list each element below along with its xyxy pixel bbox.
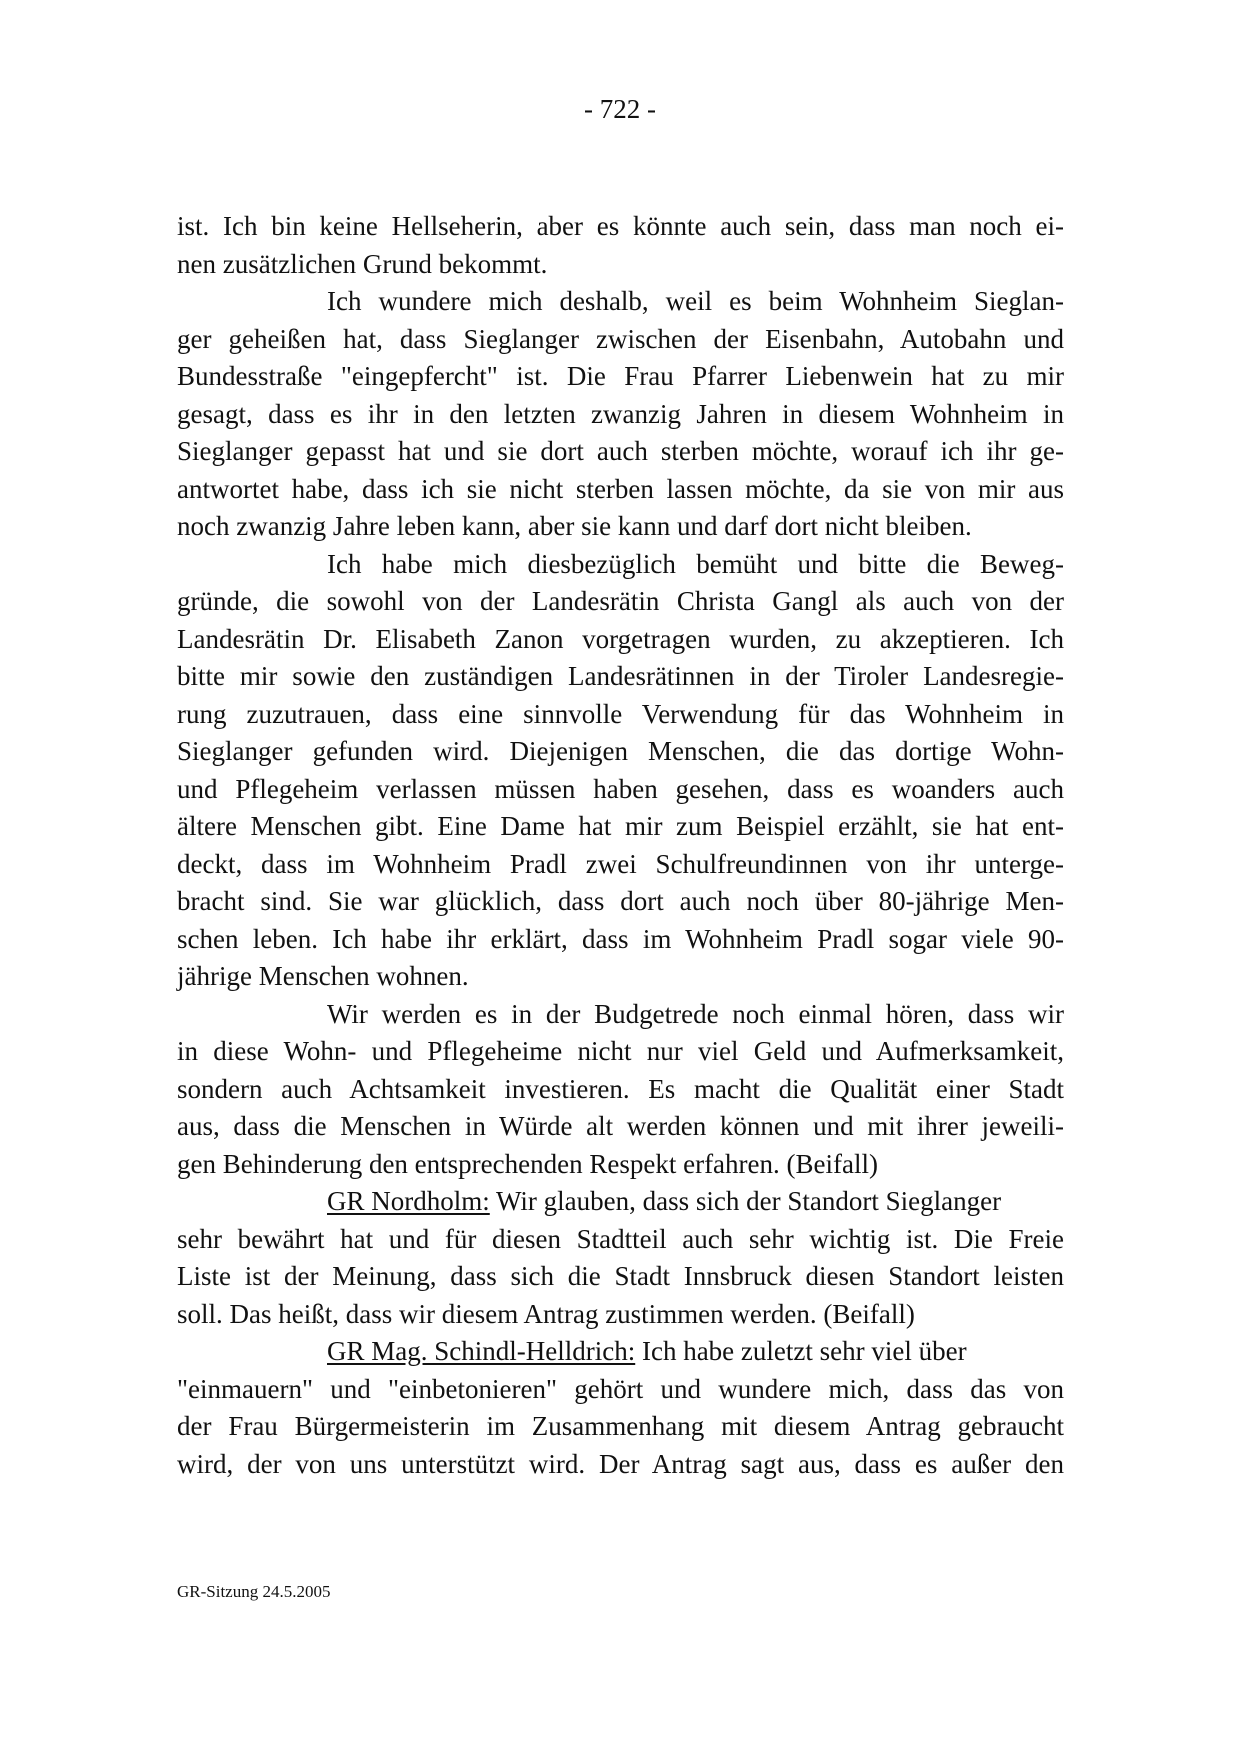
speaker-text: Ich habe zuletzt sehr viel über	[635, 1336, 967, 1366]
text-line: soll. Das heißt, dass wir diesem Antrag zustimmen werden. (Beifall)	[177, 1298, 915, 1329]
paragraph-start-line: Wir werden es in der Budgetrede noch einmal hören, dass wir	[327, 998, 1064, 1029]
text-line: noch zwanzig Jahre leben kann, aber sie kann und darf dort nicht bleiben.	[177, 511, 972, 541]
text-line: Liste ist der Meinung, dass sich die Stadt Innsbruck diesen Standort leisten	[177, 1261, 1064, 1291]
text-line: aus, dass die Menschen in Würde alt werden können und mit ihrer jeweili-	[177, 1111, 1064, 1141]
paragraph-start-line: Ich habe mich diesbezüglich bemüht und bitte die Beweg-	[327, 548, 1064, 579]
page-number: - 722 -	[584, 94, 656, 124]
text-line: der Frau Bürgermeisterin im Zusammenhang mit diesem Antrag gebraucht	[177, 1411, 1064, 1441]
text-line: schen leben. Ich habe ihr erklärt, dass im Wohnheim Pradl sogar viele 90-	[177, 923, 1064, 954]
speaker-line-nordholm	[177, 1183, 1064, 1221]
speaker-line-schindl-helldrich	[177, 1333, 1064, 1371]
text-line: nen zusätzlichen Grund bekommt.	[177, 248, 548, 279]
text-line: Sieglanger gefunden wird. Diejenigen Menschen, die das dortige Wohn-	[177, 736, 1064, 766]
paragraph-start-line: Ich wundere mich deshalb, weil es beim Wohnheim Sieglan-	[327, 286, 1064, 316]
text-line: jährige Menschen wohnen.	[177, 961, 469, 991]
text-line: antwortet habe, dass ich sie nicht sterben lassen möchte, da sie von mir aus	[177, 473, 1064, 504]
text-line: Bundesstraße "eingepfercht" ist. Die Frau Pfarrer Liebenwein hat zu mir	[177, 361, 1064, 391]
text-line: ist. Ich bin keine Hellseherin, aber es könnte auch sein, dass man noch ei-	[177, 211, 1064, 241]
text-line: in diese Wohn- und Pflegeheime nicht nur viel Geld und Aufmerksamkeit,	[177, 1036, 1064, 1066]
text-line: und Pflegeheim verlassen müssen haben gesehen, dass es woanders auch	[177, 773, 1064, 804]
text-line: gen Behinderung den entsprechenden Respekt erfahren. (Beifall)	[177, 1148, 878, 1179]
text-line: deckt, dass im Wohnheim Pradl zwei Schulfreundinnen von ihr unterge-	[177, 848, 1064, 879]
speaker-name-nordholm: GR Nordholm:	[327, 1186, 490, 1216]
text-line: ger geheißen hat, dass Sieglanger zwischen der Eisenbahn, Autobahn und	[177, 323, 1064, 354]
text-line: Sieglanger gepasst hat und sie dort auch sterben möchte, worauf ich ihr ge-	[177, 436, 1064, 466]
text-line: rung zuzutrauen, dass eine sinnvolle Verwendung für das Wohnheim in	[177, 698, 1064, 729]
text-line: gesagt, dass es ihr in den letzten zwanzig Jahren in diesem Wohnheim in	[177, 398, 1064, 429]
body-text	[177, 208, 1064, 1483]
speaker-text: Wir glauben, dass sich der Standort Sieglanger	[489, 1186, 1002, 1216]
text-line: Landesrätin Dr. Elisabeth Zanon vorgetragen wurden, zu akzeptieren. Ich	[177, 623, 1064, 654]
speaker-name-schindl-helldrich: GR Mag. Schindl-Helldrich:	[327, 1336, 636, 1366]
text-line: bitte mir sowie den zuständigen Landesrätinnen in der Tiroler Landesregie-	[177, 661, 1064, 691]
text-line: "einmauern" und "einbetonieren" gehört und wundere mich, dass das von	[177, 1373, 1064, 1404]
text-line: gründe, die sowohl von der Landesrätin Christa Gangl als auch von der	[177, 586, 1064, 616]
text-line: sehr bewährt hat und für diesen Stadtteil auch sehr wichtig ist. Die Freie	[177, 1223, 1064, 1254]
text-line: sondern auch Achtsamkeit investieren. Es macht die Qualität einer Stadt	[177, 1073, 1064, 1104]
text-line: bracht sind. Sie war glücklich, dass dort auch noch über 80-jährige Men-	[177, 886, 1064, 916]
text-line: wird, der von uns unterstützt wird. Der Antrag sagt aus, dass es außer den	[177, 1448, 1064, 1479]
footer-session-date: GR-Sitzung 24.5.2005	[177, 1582, 331, 1601]
text-line: ältere Menschen gibt. Eine Dame hat mir zum Beispiel erzählt, sie hat ent-	[177, 811, 1064, 841]
